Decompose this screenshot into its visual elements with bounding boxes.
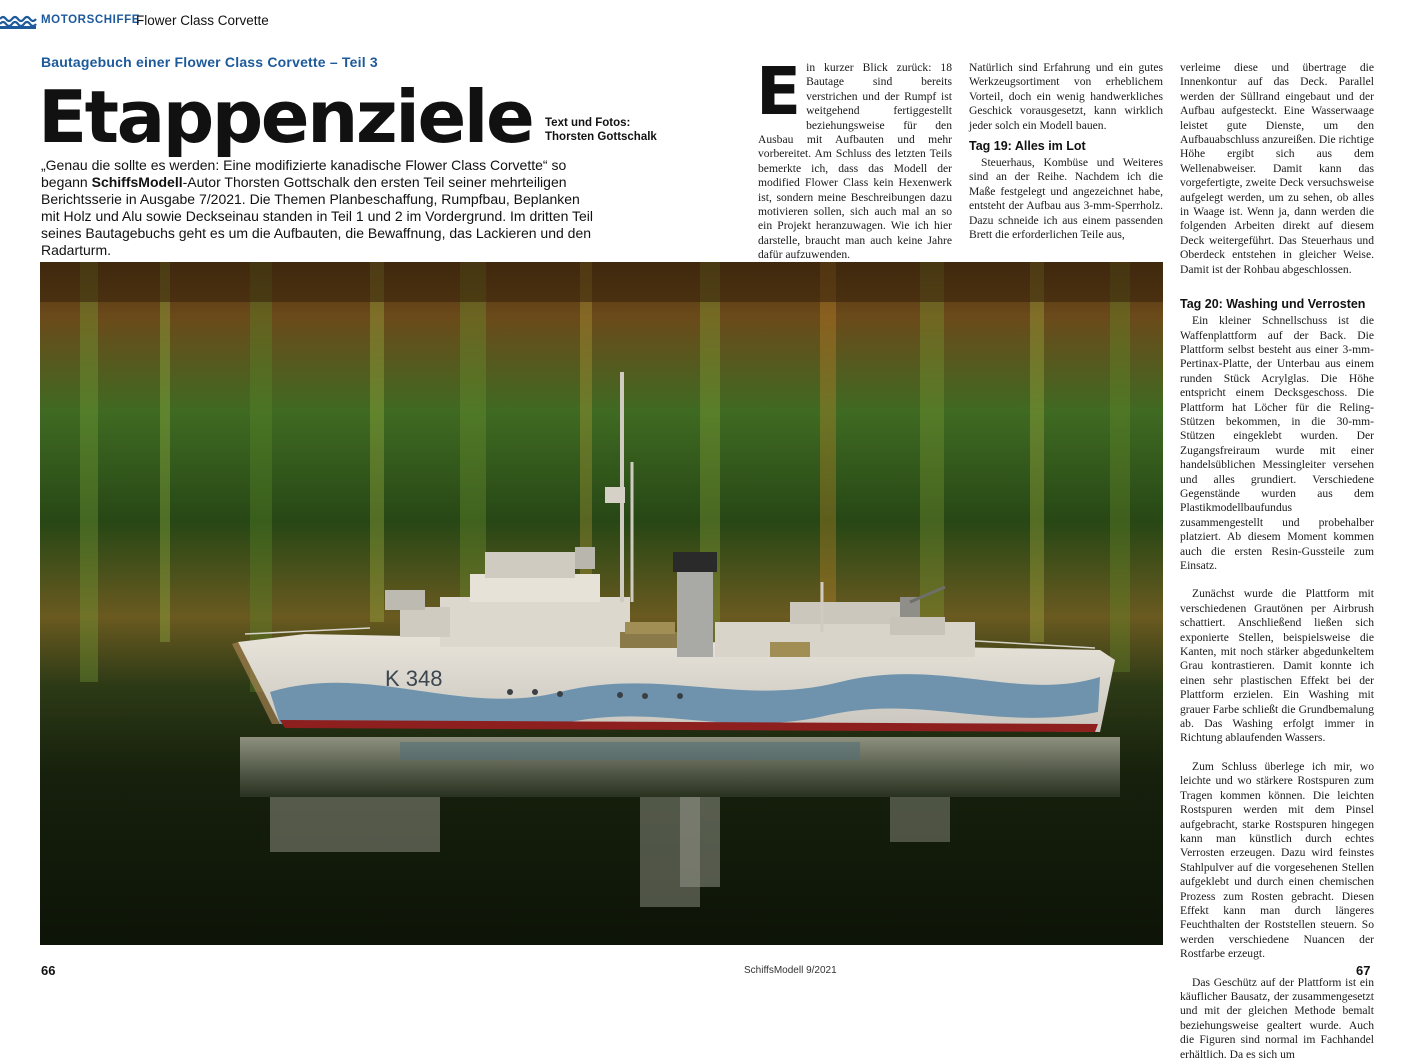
body-column-3 — [1180, 61, 1374, 1062]
intro-brand: SchiffsModell — [91, 174, 183, 191]
wave-logo-icon — [0, 13, 36, 29]
subheading: Tag 19: Alles im Lot — [969, 139, 1086, 154]
drop-cap: E — [756, 53, 802, 130]
magazine-issue: SchiffsModell 9/2021 — [744, 965, 837, 976]
intro-text-start: „Genau die sollte es werden: Eine modifizierte kanadische Flower Class Corvette“ so begann — [41, 157, 567, 191]
paragraph: Zum Schluss überlege ich mir, wo leichte und wo stärkere Rostspuren zum Tragen kommen können. Die leichten Rostspuren werden mit dem Pinsel aufgebracht, starke Rostspuren hingegen kann man künstlich durch echtes Verrosten erzeugen. Dazu wird feinstes Stahlpulver auf die vorgesehenen Stellen aufgeklebt und durch einen chemischen Prozess zum Rosten gebracht. Diesen Effekt kann man durch längeres Feuchthalten der Roststellen steuern. So werden verschiedene Nuancen der Rostfarbe erzeugt. — [1180, 759, 1374, 961]
article-headline: Etappenziele — [38, 75, 533, 159]
body-column-2 — [969, 61, 1163, 242]
paragraph: Zunächst wurde die Plattform mit verschiedenen Grautönen per Airbrush schattiert. Anschließend ließen sich exponierte Stellen, beispielsweise die Kanten, mit noch stärker abgedunkeltem Grau kontrastieren. Damit konnte ich einen sehr plastischen Effekt bei der Plattform erzielen. Ein Washing mit grauer Farbe schließt die Grundbemalung ab. Das Washing erfolgt immer in Richtung ablaufenden Wassers. — [1180, 587, 1374, 745]
hull-marking: K 348 — [385, 666, 443, 691]
page-number-right: 67 — [1356, 963, 1371, 978]
paragraph: Steuerhaus, Kombüse und Weiteres sind an der Reihe. Nachdem ich die Maße festgelegt und angezeichnet habe, entsteht der Aufbau aus 3-mm-Sperrholz. Dazu schneide ich aus einem passenden Brett die erforderlichen Teile aus, — [969, 156, 1163, 242]
byline — [545, 116, 695, 144]
article-intro — [41, 157, 601, 260]
paragraph: Natürlich sind Erfahrung und ein gutes Werkzeugsortiment von erheblichem Vorteil, doch ein wenig handwerkliches Geschick vorausgesetzt, kann wirklich jeder solch ein Modell bauen. — [969, 61, 1163, 132]
body-column-1 — [756, 53, 952, 263]
page-number-left: 66 — [41, 963, 56, 978]
paragraph: verleime diese und übertrage die Innenkontur auf das Deck. Parallel werden der Süllrand eingebaut und der Aufbau aufgesteckt. Eine Wasserwaage leistet gute Dienste, um den Aufbauabschluss anzureißen. Die richtige Höhe ergibt sich aus dem Wellenabweiser. Damit kann das vorgefertigte, zweite Deck versuchsweise aufgelegt werden, um zu sehen, ob alles in Waage ist. Wenn ja, dann werden die folgenden Arbeiten direkt auf diesem Deck weitergeführt. Das Steuerhaus und Oberdeck entstehen in gleicher Weise. Damit ist der Rohbau abgeschlossen. — [1180, 61, 1374, 276]
section-label: MOTORSCHIFFE — [41, 14, 140, 26]
paragraph: Ein kleiner Schnellschuss ist die Waffenplattform auf der Back. Die Plattform selbst besteht aus einer 3-mm-Pertinax-Platte, der Unterbau aus einem runden Stück Acrylglas. Die Höhe entspricht einem Decksgeschoss. Die Plattform hat Löcher für die Reling-Stützen bekommen, in die 30-mm-Stützen eingeklebt wurden. Der Zugangsfreiraum wurde mit einer handelsüblichen Messingleiter versehen und alles grundiert. Verschiedene Gegenstände wurden aus dem Plastikmodellbaufundus zusammengestellt und probehalber platziert. Ab diesem Moment kommen auch die ersten Resin-Gussteile zum Einsatz. — [1180, 314, 1374, 572]
intro-text-end: -Autor Thorsten Gottschalk den ersten Teil seiner mehrteiligen Berichtsserie in Ausgabe 7/2021. Die Themen Planbeschaffung, Rumpfbau, Beplanken mit Holz und Alu sowie Deckseinau standen in Teil 1 und 2 im Vordergrund. Im dritten Teil seines Bautagebuchs geht es um die Aufbauten, die Bewaffnung, das Lackieren und den Radarturm. — [41, 174, 594, 259]
byline-author: Thorsten Gottschalk — [545, 131, 657, 143]
paragraph: in kurzer Blick zurück: 18 Bautage sind bereits verstrichen und der Rumpf ist weitgehend fertiggestellt beziehungsweise für den Ausbau mit Aufbauten und mehr vorbereitet. Am Schluss des letzten Teils bemerkte ich, dass das Modell der modified Flower Class kein Hexenwerk ist, sondern meine Beschreibungen dazu motivieren sollen, sich auch mal an so ein Projekt heranzuwagen. Wie ich hier darstelle, braucht man auch keine Jahre dafür aufzuwenden. — [758, 61, 952, 262]
running-header-title: Flower Class Corvette — [136, 13, 269, 28]
paragraph: Das Geschütz auf der Plattform ist ein käuflicher Bausatz, der zusammengesetzt und mit der gleichen Methode bemalt beziehungsweise gealtert wurde. Auch die Figuren sind normal im Fachhandel erhältlich. Da es sich um — [1180, 975, 1374, 1061]
byline-label: Text und Fotos: — [545, 117, 631, 129]
article-overline: Bautagebuch einer Flower Class Corvette – Teil 3 — [41, 54, 378, 70]
subheading: Tag 20: Washing und Verrosten — [1180, 297, 1366, 312]
ship-model-photo — [40, 262, 1163, 945]
